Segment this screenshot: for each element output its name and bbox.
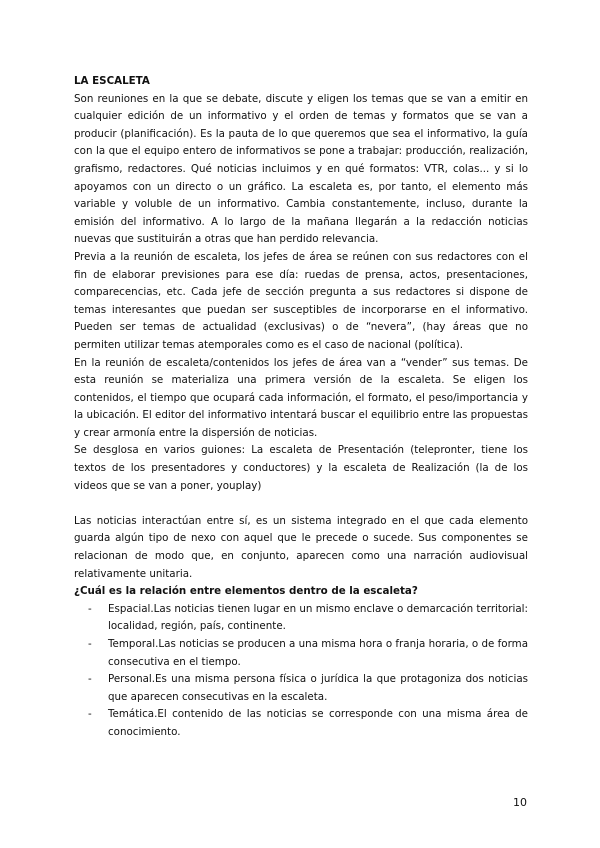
list-item-espacial xyxy=(74,601,528,636)
paragraph-interaction: Las noticias interactúan entre sí, es un sistema integrado en el que cada elemento guarda algún tipo de nexo con aquel que le precede o sucede. Sus componentes se relacionan de modo que, en conjunto, aparecen como una narración audiovisual relativamente unitaria. xyxy=(74,514,528,580)
relations-question: ¿Cuál es la relación entre elementos dentro de la escaleta? xyxy=(74,585,418,598)
paragraph-scripts: Se desglosa en varios guiones: La escaleta de Presentación (telepronter, tiene los textos de los presentadores y conductores) y la escaleta de Realización (la de los videos que se van a poner, youplay) xyxy=(74,444,528,492)
list-item-personal xyxy=(74,671,528,706)
list-item-text: Temporal.Las noticias se producen a una misma hora o franja horaria, o de forma consecutiva en el tiempo. xyxy=(108,638,528,668)
list-item-text: Temática.El contenido de las noticias se corresponde con una misma área de conocimiento. xyxy=(108,708,528,738)
list-item-temporal xyxy=(74,636,528,671)
paragraph-previous-meeting: Previa a la reunión de escaleta, los jefes de área se reúnen con sus redactores con el fin de elaborar previsiones para ese día: ruedas de prensa, actos, presentaciones, comparecencias, etc. Cada jefe de sección pregunta a sus redactores si dispone de temas interesantes que puedan ser susceptibles de incorporarse en el informativo. Pueden ser temas de actualidad (exclusivas) o de “nevera”, (hay áreas que no permiten utilizar temas atemporales como es el caso de nacional (política). xyxy=(74,250,528,351)
document-body xyxy=(74,73,528,742)
paragraph-gap xyxy=(74,495,528,513)
paragraph-content-meeting: En la reunión de escaleta/contenidos los jefes de área van a “vender” sus temas. De esta reunión se materializa una primera versión de la escaleta. Se eligen los contenidos, el tiempo que ocupará cada información, el formato, el peso/importancia y la ubicación. El editor del informativo intentará buscar el equilibrio entre las propuestas y crear armonía entre la dispersión de noticias. xyxy=(74,356,528,439)
list-item-text: Personal.Es una misma persona física o jurídica la que protagoniza dos noticias que aparecen consecutivas en la escaleta. xyxy=(108,673,528,703)
section-title: LA ESCALETA xyxy=(74,75,150,87)
list-item-tematica xyxy=(74,706,528,741)
list-dash-marker: - xyxy=(88,708,92,721)
paragraph-definition: Son reuniones en la que se debate, discute y eligen los temas que se van a emitir en cualquier edición de un informativo y el orden de temas y formatos que se van a producir (planificación). Es la pauta de lo que queremos que sea el informativo, la guía con la que el equipo entero de informativos se pone a trabajar: producción, realización, grafismo, redactores. Qué noticias incluimos y en qué formatos: VTR, colas... y si lo apoyamos con un directo o un gráfico. La escaleta es, por tanto, el elemento más variable y voluble de un informativo. Cambia constantemente, incluso, durante la emisión del informativo. A lo largo de la mañana llegarán a la redacción noticias nuevas que sustituirán a otras que han perdido relevancia. xyxy=(74,92,528,246)
list-dash-marker: - xyxy=(88,602,92,615)
list-dash-marker: - xyxy=(88,673,92,686)
page-number: 10 xyxy=(513,796,527,809)
list-item-text: Espacial.Las noticias tienen lugar en un mismo enclave o demarcación territorial: localidad, región, país, continente. xyxy=(108,602,528,633)
relations-list xyxy=(74,601,528,742)
list-dash-marker: - xyxy=(88,638,92,650)
